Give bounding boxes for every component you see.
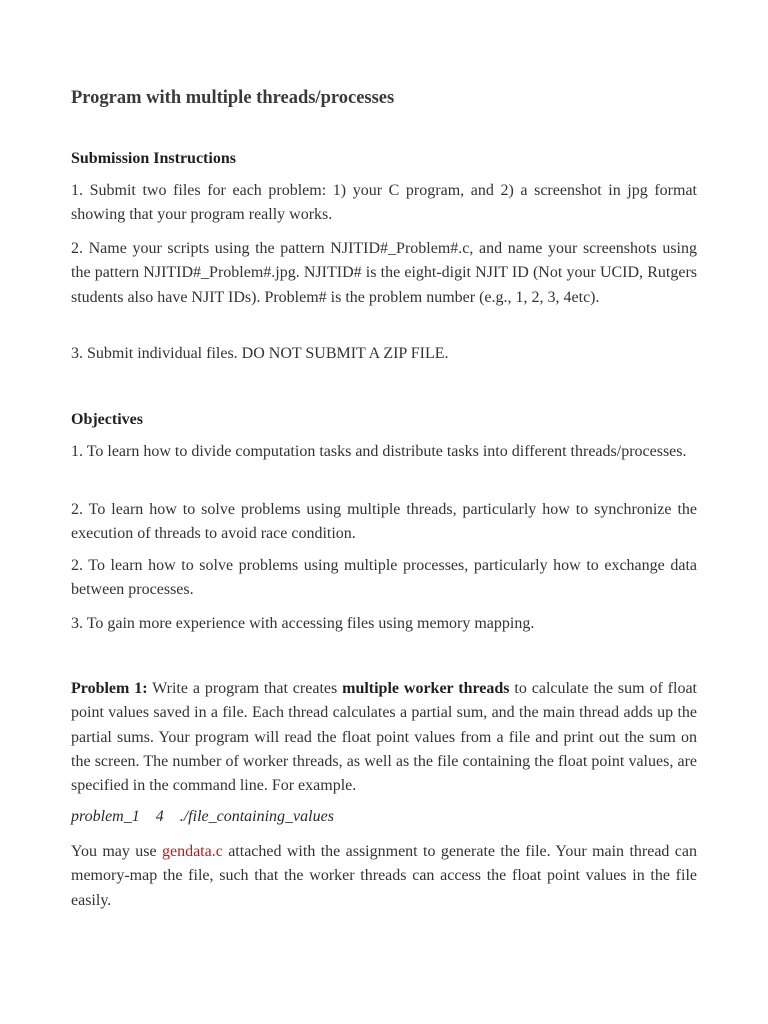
submission-item-3: 3. Submit individual files. DO NOT SUBMIT A ZIP FILE. (71, 345, 449, 362)
followup-text-a: You may use (71, 843, 162, 860)
objective-item-3: 2. To learn how to solve problems using multiple processes, particularly how to exchange data between processes. (71, 557, 697, 599)
gendata-link[interactable]: gendata.c (161, 843, 223, 860)
problem-1-text-b: to calculate the sum of float point values saved in a file. Each thread calculates a partial sum, and the main thread adds up the partial sums. Your program will read the float point values from a file and print out the sum on the screen. The number of worker threads, as well as the file containing the float point values, are specified in the command line. For example. (71, 680, 698, 795)
problem-1-bold-phrase: multiple worker threads (342, 680, 510, 697)
problem-1-description (71, 677, 697, 798)
submission-item-1: 1. Submit two files for each problem: 1) your C program, and 2) a screenshot in jpg format showing that your program really works. (71, 182, 697, 224)
followup-text-b: attached with the assignment to generate the file. Your main thread can memory-map the file, such that the worker threads can access the float point values in the file easily. (71, 843, 697, 909)
submission-heading: Submission Instructions (71, 150, 236, 167)
objective-item-1: 1. To learn how to divide computation tasks and distribute tasks into different threads/processes. (71, 443, 687, 460)
document-title: Program with multiple threads/processes (71, 88, 395, 108)
problem-1-followup (71, 840, 697, 913)
objectives-heading: Objectives (71, 411, 143, 428)
problem-1-label: Problem 1: (71, 680, 148, 697)
example-command: problem_1 4 ./file_containing_values (71, 808, 334, 825)
problem-1-text-a: Write a program that creates (147, 680, 343, 697)
submission-item-2: 2. Name your scripts using the pattern NJITID#_Problem#.c, and name your screenshots using the pattern NJITID#_Problem#.jpg. NJITID# is the eight-digit NJIT ID (Not your UCID, Rutgers students also have NJIT IDs). Problem# is the problem number (e.g., 1, 2, 3, 4etc). (71, 240, 697, 306)
objective-item-2: 2. To learn how to solve problems using multiple threads, particularly how to synchronize the execution of threads to avoid race condition. (71, 501, 697, 543)
objective-item-4: 3. To gain more experience with accessing files using memory mapping. (71, 615, 535, 632)
